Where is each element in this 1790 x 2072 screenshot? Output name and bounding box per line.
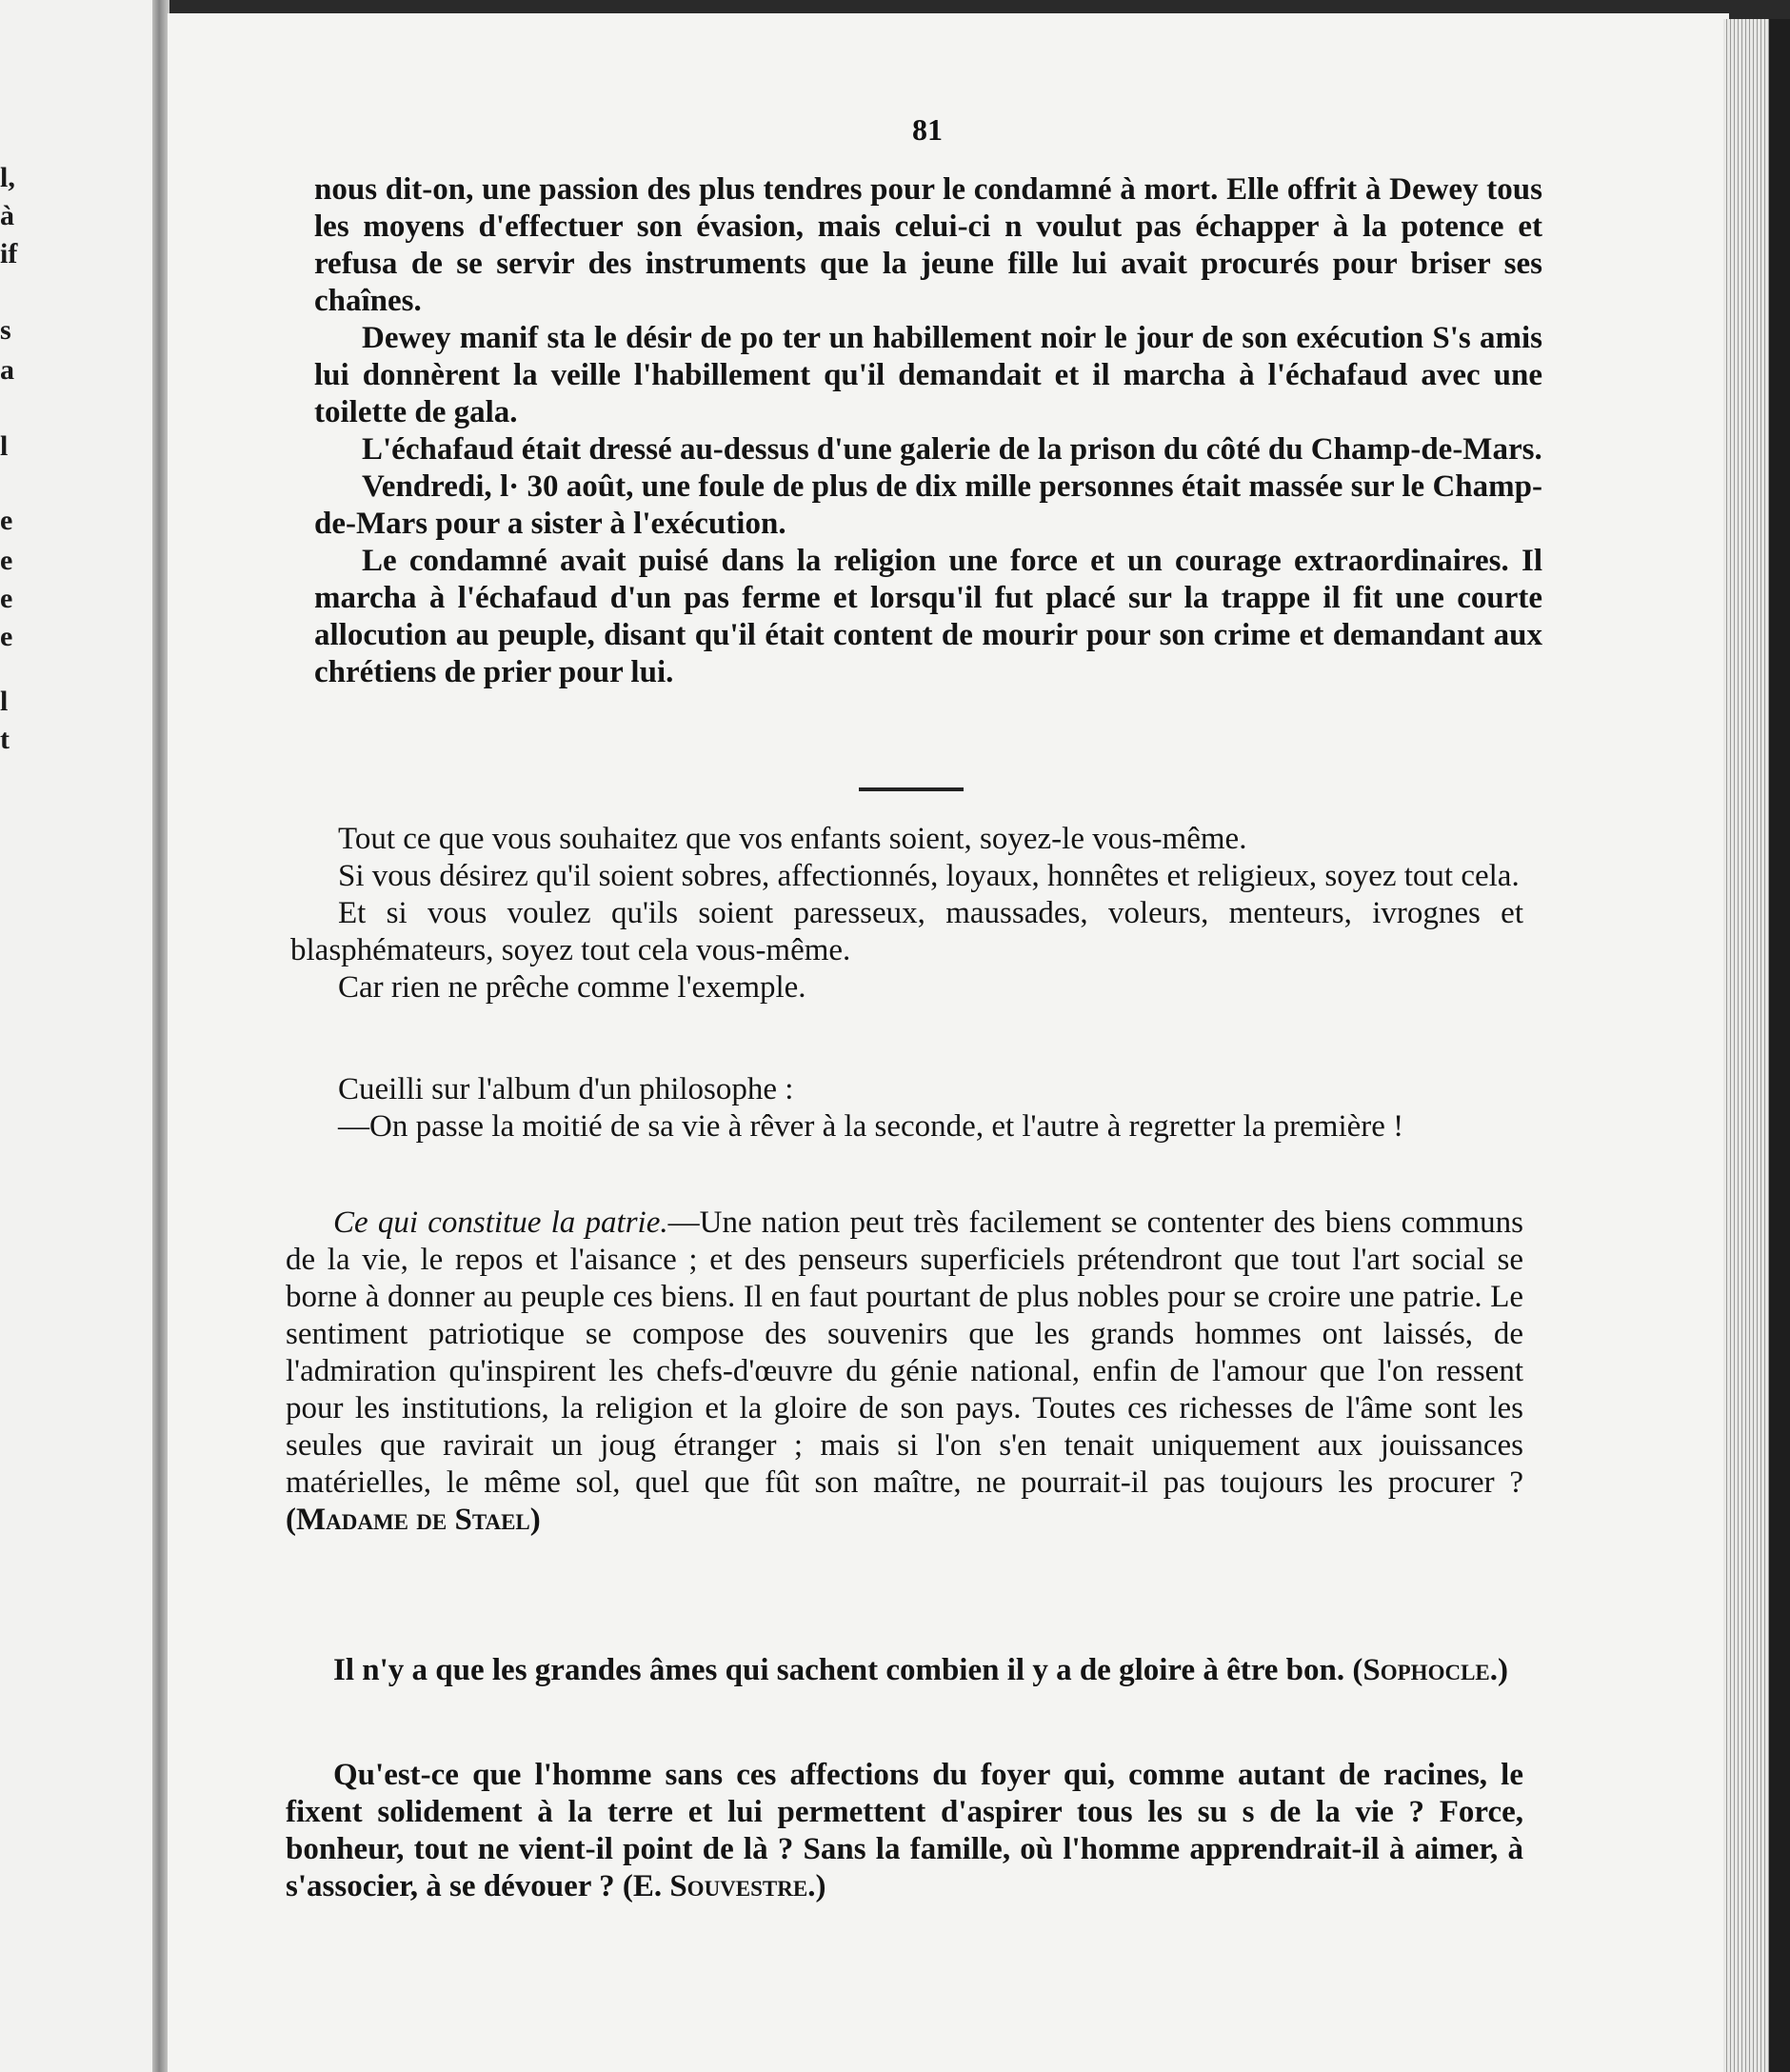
left-page-fragment: s [0, 314, 11, 346]
paragraph: Si vous désirez qu'il soient sobres, affectionnés, loyaux, honnêtes et religieux, soyez tout cela. [338, 859, 1520, 893]
left-page-fragment: l [0, 430, 9, 462]
children-example-section [290, 821, 1523, 1006]
left-page-fragment: e [0, 505, 13, 536]
left-page-fragment: a [0, 354, 14, 386]
left-page-fragment: if [0, 238, 18, 269]
book-cover-edge [1769, 19, 1790, 2072]
paragraph: Le condamné avait puisé dans la religion une force et un courage extraordinaires. Il marcha à l'échafaud d'un pas ferme et lorsqu'il fut placé sur la trappe il fit une courte allocution au peuple, disant qu'il était content de mourir pour son crime et demandant aux chrétiens de prier pour lui. [314, 544, 1542, 689]
left-page-fragment: e [0, 545, 13, 576]
philosopher-quote-section [290, 1071, 1523, 1146]
attribution: (Madame de Stael) [286, 1503, 541, 1537]
left-page-fragment: à [0, 200, 14, 231]
sophocle-section [286, 1652, 1523, 1689]
attribution: (Sophocle.) [1352, 1653, 1508, 1687]
quote-intro: Cueilli sur l'album d'un philosophe : [338, 1072, 794, 1106]
paragraph: Tout ce que vous souhaitez que vos enfants soient, soyez-le vous-même. [338, 822, 1247, 856]
paragraph [286, 1205, 1523, 1539]
attribution: (E. Souvestre.) [622, 1869, 826, 1903]
paragraph [286, 1757, 1523, 1905]
section-divider [859, 787, 964, 791]
section-body: —Une nation peut très facilement se contenter des biens communs de la vie, le repos et l'aisance ; et des penseurs superficiels prétendront que tout l'art social se borne à donner au peuple ces biens. Il en faut pourtant de plus nobles pour se croire une patrie. Le sentiment patriotique se compose des souvenirs que les grands hommes ont laissés, de l'admiration qu'inspirent les chefs-d'œuvre du génie national, enfin de l'amour que l'on ressent pour les institutions, la religion et la gloire de son pays. Toutes ces richesses de l'âme sont les seules que ravirait un joug étranger ; mais si l'on s'en tenait uniquement aux jouissances matérielles, le même sol, quel que fût son maître, ne pourrait-il pas toujours les procurer ? [286, 1205, 1524, 1500]
page-number: 81 [912, 112, 943, 147]
quote-text: —On passe la moitié de sa vie à rêver à la seconde, et l'autre à regretter la première ! [338, 1109, 1404, 1144]
section-body: Qu'est-ce que l'homme sans ces affections du foyer qui, comme autant de racines, le fixent solidement à la terre et lui permettent d'aspirer tous les su s de la vie ? Force, bonheur, tout ne vient-il point de là ? Sans la famille, où l'homme apprendrait-il à aimer, à s'associer, à se dévouer ? [286, 1758, 1523, 1903]
left-page-fragment: l, [0, 162, 15, 193]
left-page-fragment: e [0, 621, 13, 652]
paragraph: L'échafaud était dressé au-dessus d'une galerie de la prison du côté du Champ-de-Mars. [362, 432, 1542, 467]
section-body: Il n'y a que les grandes âmes qui sachent combien il y a de gloire à être bon. [333, 1653, 1345, 1687]
paragraph [286, 1652, 1523, 1689]
paragraph: Dewey manif sta le désir de po ter un habillement noir le jour de son exécution S's amis lui donnèrent la veille l'habillement qu'il demandait et il marcha à l'échafaud avec une toilette de gala. [314, 321, 1542, 429]
patrie-section [286, 1205, 1523, 1539]
paragraph: Vendredi, l· 30 août, une foule de plus de dix mille personnes était massée sur le Champ-de-Mars pour a sister à l'exécution. [314, 469, 1542, 541]
left-page-fragment: l [0, 686, 9, 717]
left-page-fragment: e [0, 583, 13, 614]
paragraph: Car rien ne prêche comme l'exemple. [338, 970, 806, 1005]
execution-account [314, 171, 1542, 691]
section-title: Ce qui constitue la patrie. [333, 1205, 668, 1240]
paragraph: Et si vous voulez qu'ils soient paresseux, maussades, voleurs, menteurs, ivrognes et blasphémateurs, soyez tout cela vous-même. [290, 896, 1523, 967]
left-page-fragment: t [0, 724, 10, 755]
left-page-edge [0, 0, 160, 2072]
paragraph: nous dit-on, une passion des plus tendres pour le condamné à mort. Elle offrit à Dewey tous les moyens d'effectuer son évasion, mais celui-ci n voulut pas échapper à la potence et refusa de se servir des instruments que la jeune fille lui avait procurés pour briser ses chaînes. [314, 172, 1542, 318]
souvestre-section [286, 1757, 1523, 1905]
page-edge-stack [1723, 19, 1790, 2072]
